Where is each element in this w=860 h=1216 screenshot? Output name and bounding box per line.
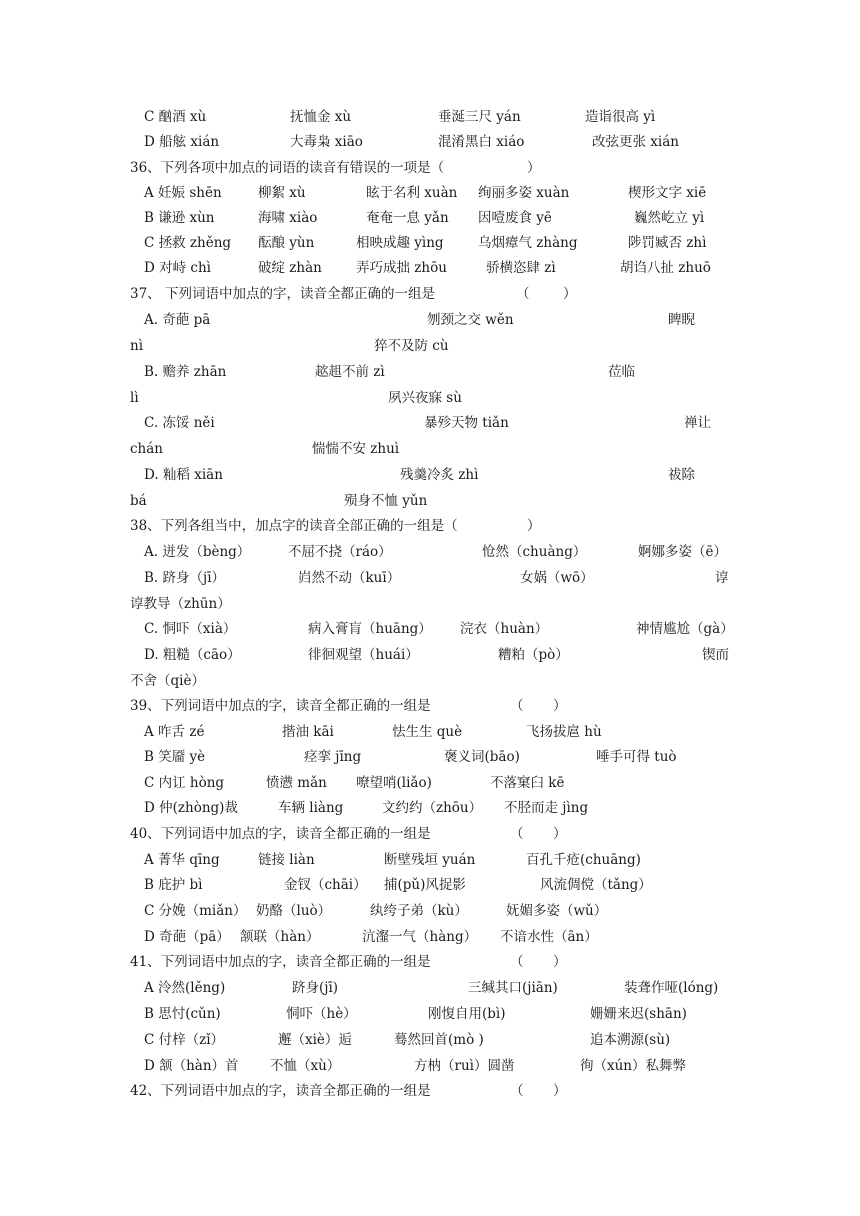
text-segment: 睥睨 bbox=[668, 312, 695, 328]
text-segment: （ bbox=[510, 826, 524, 842]
text-segment: （ bbox=[510, 1083, 524, 1099]
text-segment: 巍然屹立 yì bbox=[634, 210, 705, 226]
text-line bbox=[0, 617, 860, 641]
text-line bbox=[0, 360, 860, 384]
text-segment: B 庇护 bì bbox=[144, 877, 203, 893]
text-segment: D 对峙 chì bbox=[144, 260, 211, 276]
text-segment: lì bbox=[130, 390, 139, 406]
text-segment: 不落窠臼 kē bbox=[490, 775, 565, 791]
text-line bbox=[0, 822, 860, 846]
text-segment: D. 粗糙（cāo） bbox=[144, 647, 241, 663]
text-line bbox=[0, 334, 860, 358]
text-segment: 链接 liàn bbox=[258, 852, 315, 868]
text-line bbox=[0, 566, 860, 590]
text-segment: chán bbox=[130, 441, 163, 457]
text-line bbox=[0, 386, 860, 410]
text-segment: 妩媚多姿（wǔ） bbox=[506, 903, 608, 919]
text-segment: A. 奇葩 pā bbox=[144, 312, 211, 328]
text-line bbox=[0, 745, 860, 769]
text-segment: 飞扬拔扈 hù bbox=[526, 724, 602, 740]
text-segment: 颔联（hàn） bbox=[240, 929, 320, 945]
text-segment: B 笑靥 yè bbox=[144, 749, 206, 765]
text-segment: 混淆黑白 xiáo bbox=[438, 134, 525, 150]
text-segment: 方枘（ruì）圆凿 bbox=[414, 1058, 515, 1074]
text-segment: 糟粕（pò） bbox=[498, 647, 569, 663]
text-segment: 百孔千疮(chuāng) bbox=[526, 852, 641, 868]
text-segment: A 妊娠 shēn bbox=[144, 185, 222, 201]
text-segment: 文约约（zhōu） bbox=[382, 800, 483, 816]
text-line bbox=[0, 231, 860, 255]
text-segment: 徘徊观望（huái） bbox=[308, 647, 419, 663]
text-segment: 断壁残垣 yuán bbox=[384, 852, 476, 868]
text-segment: 嘹望哨(liǎo) bbox=[356, 775, 432, 791]
text-segment: 刎颈之交 wěn bbox=[427, 312, 514, 328]
text-line bbox=[0, 206, 860, 230]
text-line bbox=[0, 156, 860, 180]
text-segment: 跻身(jī) bbox=[292, 980, 339, 996]
text-segment: ） bbox=[527, 518, 541, 534]
text-segment: 海啸 xiào bbox=[258, 210, 318, 226]
text-segment: nì bbox=[130, 338, 144, 354]
text-segment: 褒义词(bāo) bbox=[444, 749, 520, 765]
text-segment: C 内讧 hòng bbox=[144, 775, 225, 791]
text-segment: 谆 bbox=[715, 570, 729, 586]
text-segment: 39、下列词语中加点的字，读音全都正确的一组是 bbox=[130, 698, 431, 714]
text-segment: 唾手可得 tuò bbox=[596, 749, 677, 765]
text-line bbox=[0, 796, 860, 820]
text-segment: ） bbox=[527, 160, 541, 176]
text-segment: 猝不及防 cù bbox=[374, 338, 449, 354]
text-segment: D 仲(zhòng)裁 bbox=[144, 800, 238, 816]
text-line bbox=[0, 950, 860, 974]
text-line bbox=[0, 771, 860, 795]
text-segment: C 分娩（miǎn） bbox=[144, 903, 247, 919]
text-segment: 趑趄不前 zì bbox=[315, 364, 385, 380]
text-segment: 奄奄一息 yǎn bbox=[366, 210, 449, 226]
text-line bbox=[0, 720, 860, 744]
text-segment: （ bbox=[510, 954, 524, 970]
text-segment: 怆然（chuàng） bbox=[482, 544, 587, 560]
text-segment: 破绽 zhàn bbox=[258, 260, 322, 276]
text-line bbox=[0, 643, 860, 667]
text-line bbox=[0, 1054, 860, 1078]
text-line bbox=[0, 256, 860, 280]
text-segment: 抚恤金 xù bbox=[290, 109, 352, 125]
text-segment: 徇（xún）私舞弊 bbox=[580, 1058, 687, 1074]
text-line bbox=[0, 669, 860, 693]
text-segment: （ bbox=[510, 698, 524, 714]
text-segment: 42、下列词语中加点的字，读音全都正确的一组是 bbox=[130, 1083, 431, 1099]
text-segment: D 奇葩（pā） bbox=[144, 929, 230, 945]
text-segment: C. 恫吓（xià） bbox=[144, 621, 237, 637]
text-segment: ） bbox=[553, 954, 567, 970]
text-segment: （ bbox=[516, 286, 530, 302]
text-segment: 痉挛 jīng bbox=[304, 749, 362, 765]
text-line bbox=[0, 873, 860, 897]
text-line bbox=[0, 540, 860, 564]
text-segment: 楔形文字 xiē bbox=[628, 185, 707, 201]
text-segment: 刚愎自用(bì) bbox=[428, 1006, 506, 1022]
text-segment: 不恤（xù） bbox=[270, 1058, 341, 1074]
text-segment: 残羹冷炙 zhì bbox=[400, 467, 479, 483]
text-segment: ） bbox=[553, 698, 567, 714]
text-segment: 岿然不动（kuī） bbox=[298, 570, 401, 586]
text-segment: 纨绔子弟（kù） bbox=[370, 903, 468, 919]
text-segment: 相映成趣 yìng bbox=[356, 235, 444, 251]
text-segment: 恫吓（hè） bbox=[286, 1006, 357, 1022]
text-segment: 绚丽多姿 xuàn bbox=[478, 185, 570, 201]
text-segment: 浣衣（huàn） bbox=[460, 621, 549, 637]
text-segment: 不胫而走 jìng bbox=[504, 800, 589, 816]
text-line bbox=[0, 899, 860, 923]
text-segment: B. 赡养 zhān bbox=[144, 364, 227, 380]
text-segment: B 谦逊 xùn bbox=[144, 210, 215, 226]
text-segment: A. 迸发（bèng） bbox=[144, 544, 251, 560]
text-segment: 造诣很高 yì bbox=[585, 109, 656, 125]
text-segment: 三缄其口(jiān) bbox=[468, 980, 558, 996]
text-line bbox=[0, 411, 860, 435]
text-segment: 夙兴夜寐 sù bbox=[388, 390, 462, 406]
text-segment: 装聋作哑(lóng) bbox=[624, 980, 719, 996]
text-segment: C 酗酒 xù bbox=[144, 109, 207, 125]
text-segment: 陟罚臧否 zhì bbox=[628, 235, 707, 251]
text-segment: D 船舷 xián bbox=[144, 134, 220, 150]
text-segment: 改弦更张 xián bbox=[592, 134, 679, 150]
text-line bbox=[0, 848, 860, 872]
text-segment: A 菁华 qīng bbox=[144, 852, 220, 868]
text-segment: 祓除 bbox=[668, 467, 695, 483]
text-segment: 不屈不挠（ráo） bbox=[288, 544, 392, 560]
text-segment: 垂涎三尺 yán bbox=[438, 109, 521, 125]
text-line bbox=[0, 463, 860, 487]
text-segment: A 咋舌 zé bbox=[144, 724, 205, 740]
text-line bbox=[0, 976, 860, 1000]
text-segment: 谆教导（zhūn） bbox=[130, 596, 231, 612]
text-line bbox=[0, 181, 860, 205]
text-segment: 愤懑 mǎn bbox=[266, 775, 327, 791]
text-segment: 怯生生 què bbox=[392, 724, 463, 740]
text-segment: 锲而 bbox=[702, 647, 729, 663]
text-segment: 邂（xiè）逅 bbox=[278, 1032, 352, 1048]
text-segment: 不谙水性（ān） bbox=[500, 929, 598, 945]
text-segment: 惴惴不安 zhuì bbox=[312, 441, 400, 457]
text-segment: 大毒枭 xiāo bbox=[290, 134, 363, 150]
text-segment: 酝酿 yùn bbox=[258, 235, 315, 251]
text-line bbox=[0, 1002, 860, 1026]
text-line bbox=[0, 437, 860, 461]
text-segment: 乌烟瘴气 zhàng bbox=[478, 235, 578, 251]
text-segment: D 颔（hàn）首 bbox=[144, 1058, 239, 1074]
text-segment: 不舍（qiè） bbox=[130, 673, 205, 689]
text-line bbox=[0, 130, 860, 154]
text-segment: 蓦然回首(mò ) bbox=[394, 1032, 484, 1048]
text-segment: 追本溯源(sù) bbox=[590, 1032, 671, 1048]
text-line bbox=[0, 489, 860, 513]
text-segment: 病入膏肓（huāng） bbox=[308, 621, 432, 637]
text-line bbox=[0, 308, 860, 332]
text-segment: 女娲（wō） bbox=[520, 570, 594, 586]
text-segment: 莅临 bbox=[608, 364, 635, 380]
text-segment: ） bbox=[553, 1083, 567, 1099]
text-line bbox=[0, 282, 860, 306]
text-segment: D. 籼稻 xiān bbox=[144, 467, 223, 483]
text-segment: 柳絮 xù bbox=[258, 185, 306, 201]
text-segment: 婀娜多姿（ē） bbox=[638, 544, 727, 560]
text-segment: ） bbox=[563, 286, 577, 302]
text-segment: 车辆 liàng bbox=[278, 800, 344, 816]
text-segment: 暴殄天物 tiǎn bbox=[424, 415, 509, 431]
text-segment: A 泠然(lěng) bbox=[144, 980, 226, 996]
text-line bbox=[0, 694, 860, 718]
text-segment: 38、下列各组当中，加点字的读音全部正确的一组是（ bbox=[130, 518, 458, 534]
text-segment: 神情尴尬（gà） bbox=[636, 621, 734, 637]
text-segment: 禅让 bbox=[684, 415, 711, 431]
text-line bbox=[0, 105, 860, 129]
text-segment: 金钗（chāi） bbox=[284, 877, 367, 893]
text-segment: 40、下列词语中加点的字，读音全都正确的一组是 bbox=[130, 826, 431, 842]
text-segment: 41、下列词语中加点的字，读音全都正确的一组是 bbox=[130, 954, 431, 970]
text-segment: 弄巧成拙 zhōu bbox=[356, 260, 447, 276]
text-segment: 奶酪（luò） bbox=[256, 903, 332, 919]
text-line bbox=[0, 592, 860, 616]
text-segment: bá bbox=[130, 493, 147, 509]
text-segment: 骄横恣肆 zì bbox=[486, 260, 556, 276]
text-segment: C 拯救 zhěng bbox=[144, 235, 232, 251]
text-segment: B 思忖(cǔn) bbox=[144, 1006, 221, 1022]
text-segment: 胡诌八扯 zhuō bbox=[620, 260, 711, 276]
text-segment: 36、下列各项中加点的词语的读音有错误的一项是（ bbox=[130, 160, 445, 176]
text-segment: 因噎废食 yē bbox=[478, 210, 552, 226]
text-segment: 沆瀣一气（hàng） bbox=[362, 929, 478, 945]
text-segment: 揩油 kāi bbox=[282, 724, 334, 740]
text-segment: ） bbox=[553, 826, 567, 842]
text-segment: 37、 下列词语中加点的字，读音全都正确的一组是 bbox=[130, 286, 435, 302]
text-line bbox=[0, 925, 860, 949]
text-segment: C. 冻馁 něi bbox=[144, 415, 215, 431]
text-segment: 殒身不恤 yǔn bbox=[344, 493, 428, 509]
text-segment: B. 跻身（jī） bbox=[144, 570, 226, 586]
text-segment: 眩于名利 xuàn bbox=[366, 185, 458, 201]
text-segment: 风流倜傥（tǎng） bbox=[540, 877, 652, 893]
text-line bbox=[0, 1028, 860, 1052]
text-segment: C 付梓（zǐ） bbox=[144, 1032, 225, 1048]
text-line bbox=[0, 1079, 860, 1103]
text-line bbox=[0, 514, 860, 538]
text-segment: 姗姗来迟(shān) bbox=[590, 1006, 687, 1022]
text-segment: 捕(pǔ)风捉影 bbox=[384, 877, 466, 893]
